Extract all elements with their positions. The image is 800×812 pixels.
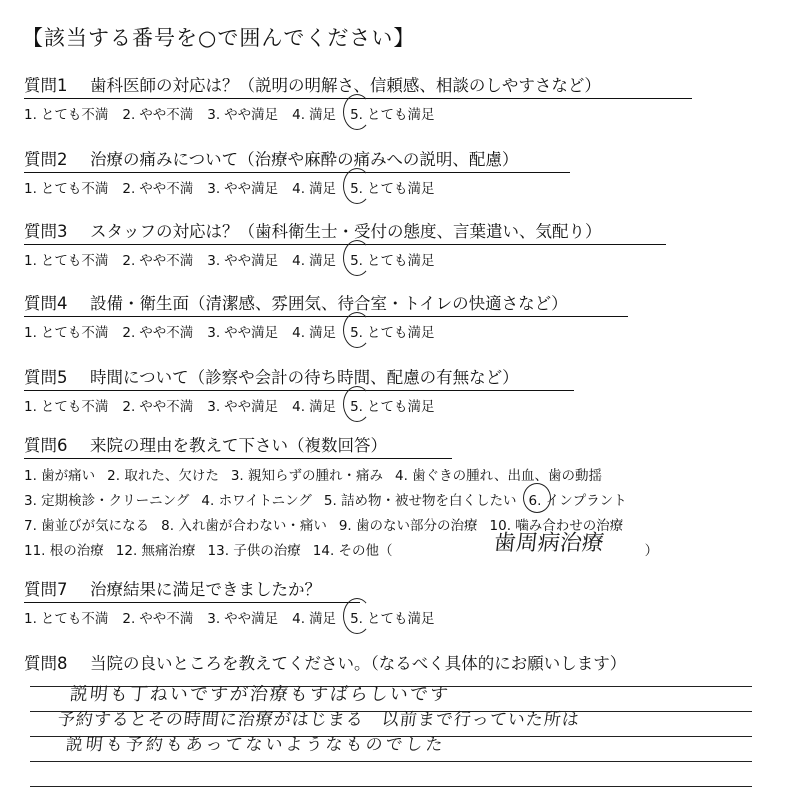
option-number: 2. — [122, 325, 136, 341]
option-number: 4. — [292, 253, 306, 269]
question-8 — [24, 650, 774, 674]
question-2-heading — [24, 146, 570, 173]
question-6-row — [24, 539, 774, 559]
question-1-option-2[interactable] — [122, 103, 193, 123]
question-3-option-1[interactable] — [24, 249, 108, 269]
option-label: とても満足 — [366, 107, 435, 123]
option-label: やや満足 — [224, 399, 279, 415]
question-7-option-2[interactable] — [122, 607, 193, 627]
question-4-options — [24, 321, 774, 341]
question-1-option-3[interactable] — [207, 103, 278, 123]
question-7-option-1[interactable] — [24, 607, 108, 627]
question-4-option-4[interactable] — [292, 321, 336, 341]
option-number: 4. — [292, 399, 306, 415]
option-number: 3. — [207, 611, 221, 627]
question-text: 設備・衛生面（清潔感、雰囲気、待合室・トイレの快適さなど） — [90, 294, 568, 313]
question-6-heading — [24, 432, 452, 459]
question-text: 時間について（診察や会計の待ち時間、配慮の有無など） — [90, 368, 519, 387]
option-number: 4. — [292, 107, 306, 123]
question-6-row — [24, 514, 774, 534]
question-number: 質問3 — [24, 222, 68, 241]
selected-circle-mark — [343, 598, 371, 634]
question-1-options — [24, 103, 774, 123]
option-number: 2. — [122, 181, 136, 197]
option-label: とても満足 — [366, 181, 435, 197]
option-label: とても不満 — [40, 611, 109, 627]
question-6-option[interactable]: 10. 噛み合わせの治療 — [489, 518, 624, 534]
option-label: やや不満 — [139, 181, 194, 197]
question-6 — [24, 432, 774, 559]
option-label: 満足 — [309, 399, 337, 415]
option-number: 2. — [122, 611, 136, 627]
question-3-options — [24, 249, 774, 269]
option-number: 5. — [350, 325, 363, 341]
question-2-option-5[interactable] — [350, 177, 434, 197]
option-label: やや不満 — [139, 325, 194, 341]
option-label: とても満足 — [366, 253, 435, 269]
question-6-option[interactable]: 7. 歯並びが気になる — [24, 518, 150, 534]
question-1 — [24, 72, 774, 123]
question-4-option-5[interactable] — [350, 321, 434, 341]
option-label: とても不満 — [40, 325, 109, 341]
option-label: とても満足 — [366, 325, 435, 341]
option-label: 満足 — [309, 253, 337, 269]
option-label: やや満足 — [224, 181, 279, 197]
option-label: やや満足 — [224, 325, 279, 341]
question-3-option-5[interactable] — [350, 249, 434, 269]
question-6-option[interactable]: 6. インプラント — [529, 489, 627, 509]
question-3-option-4[interactable] — [292, 249, 336, 269]
question-6-number: 質問6 — [24, 436, 68, 455]
option-number: 1. — [24, 253, 37, 269]
question-5-option-4[interactable] — [292, 395, 336, 415]
question-6-option[interactable]: 1. 歯が痛い — [24, 468, 96, 484]
instruction-heading: 【該当する番号を○で囲んでください】 — [22, 26, 416, 50]
option-label: やや不満 — [139, 611, 194, 627]
option-number: 4. — [292, 611, 306, 627]
selected-circle-mark — [343, 94, 371, 130]
option-label: とても満足 — [366, 611, 435, 627]
other-close-paren: ） — [644, 543, 659, 559]
option-label: とても満足 — [366, 399, 435, 415]
option-number: 4. — [292, 181, 306, 197]
question-2-option-1[interactable] — [24, 177, 108, 197]
question-5-option-2[interactable] — [122, 395, 193, 415]
question-2-option-3[interactable] — [207, 177, 278, 197]
question-8-heading — [24, 650, 774, 674]
option-label: とても不満 — [40, 399, 109, 415]
question-6-option[interactable]: 12. 無痛治療 — [115, 543, 196, 559]
question-6-option[interactable]: 5. 詰め物・被せ物を白くしたい — [323, 493, 517, 509]
option-number: 1. — [24, 399, 37, 415]
question-4 — [24, 290, 774, 341]
option-number: 5. — [350, 611, 363, 627]
question-4-option-3[interactable] — [207, 321, 278, 341]
selected-circle-mark — [343, 312, 371, 348]
question-1-option-1[interactable] — [24, 103, 108, 123]
answer-line-1: 説明も丁ねいですが治療もすばらしいです — [68, 684, 451, 705]
option-number: 3. — [207, 399, 221, 415]
option-number: 4. — [292, 325, 306, 341]
other-handwritten-answer: 歯周病治療 — [492, 531, 606, 556]
option-number: 2. — [122, 107, 136, 123]
question-6-row — [24, 489, 774, 509]
question-2 — [24, 146, 774, 197]
option-number: 2. — [122, 399, 136, 415]
question-3 — [24, 218, 774, 269]
question-2-option-4[interactable] — [292, 177, 336, 197]
question-4-option-2[interactable] — [122, 321, 193, 341]
question-6-option[interactable]: 3. 親知らずの腫れ・痛み — [230, 468, 384, 484]
question-number: 質問4 — [24, 294, 68, 313]
option-label: とても不満 — [40, 181, 109, 197]
question-number: 質問5 — [24, 368, 68, 387]
question-text: 歯科医師の対応は？（説明の明解さ、信頼感、相談のしやすさなど） — [90, 76, 601, 95]
option-number: 1. — [24, 325, 37, 341]
question-3-option-3[interactable] — [207, 249, 278, 269]
question-6-text: 来院の理由を教えて下さい（複数回答） — [90, 436, 387, 455]
option-number: 1. — [24, 181, 37, 197]
question-7-number: 質問7 — [24, 580, 68, 599]
option-label: やや不満 — [139, 253, 194, 269]
option-number: 1. — [24, 611, 37, 627]
question-7 — [24, 576, 774, 627]
question-5-heading — [24, 364, 574, 391]
option-number: 1. — [24, 107, 37, 123]
option-label: 満足 — [309, 107, 337, 123]
selected-circle-mark — [343, 240, 371, 276]
option-label: やや満足 — [224, 253, 279, 269]
question-2-option-2[interactable] — [122, 177, 193, 197]
question-6-option[interactable]: 3. 定期検診・クリーニング — [24, 493, 190, 509]
question-5 — [24, 364, 774, 415]
question-8-text: 当院の良いところを教えてください。（なるべく具体的にお願いします） — [90, 654, 627, 673]
question-3-option-2[interactable] — [122, 249, 193, 269]
option-label: やや満足 — [224, 611, 279, 627]
question-6-option[interactable]: 8. 入れ歯が合わない・痛い — [161, 518, 327, 534]
question-4-option-1[interactable] — [24, 321, 108, 341]
question-number: 質問2 — [24, 150, 68, 169]
option-number: 5. — [350, 253, 363, 269]
question-1-option-5[interactable] — [350, 103, 434, 123]
question-text: 治療の痛みについて（治療や麻酔の痛みへの説明、配慮） — [90, 150, 519, 169]
question-3-heading — [24, 218, 666, 245]
option-label: とても不満 — [40, 253, 109, 269]
option-label: やや不満 — [139, 107, 194, 123]
question-6-row — [24, 464, 774, 484]
option-label: とても不満 — [40, 107, 109, 123]
question-5-options — [24, 395, 774, 415]
question-2-options — [24, 177, 774, 197]
option-label: 満足 — [309, 325, 337, 341]
question-7-option-4[interactable] — [292, 607, 336, 627]
question-6-option[interactable]: 13. 子供の治療 — [207, 543, 301, 559]
option-label: やや満足 — [224, 107, 279, 123]
question-7-heading — [24, 576, 360, 603]
answer-line-3: 説明も予約もあってないようなものでした — [64, 735, 447, 755]
selected-circle-mark — [343, 168, 371, 204]
question-6-option[interactable]: 11. 根の治療 — [24, 543, 104, 559]
option-number: 5. — [350, 399, 363, 415]
question-7-text: 治療結果に満足できましたか？ — [90, 580, 321, 599]
answer-rule — [30, 761, 752, 762]
question-text: スタッフの対応は？（歯科衛生士・受付の態度、言葉遣い、気配り） — [90, 222, 602, 241]
question-6-option[interactable]: 2. 取れた、欠けた — [107, 468, 219, 484]
question-7-options — [24, 607, 774, 627]
option-number: 2. — [122, 253, 136, 269]
question-6-option[interactable]: 4. ホワイトニング — [201, 493, 312, 509]
question-7-option-3[interactable] — [207, 607, 278, 627]
option-number: 3. — [207, 325, 221, 341]
answer-line-2: 予約するとその時間に治療がはじまる 以前まで行っていた所は — [56, 710, 581, 730]
question-8-number: 質問8 — [24, 654, 68, 673]
answer-rule — [30, 786, 752, 787]
question-1-option-4[interactable] — [292, 103, 336, 123]
question-number: 質問1 — [24, 76, 68, 95]
question-6-option[interactable]: 14. その他（ — [312, 543, 393, 559]
question-6-option[interactable]: 9. 歯のない部分の治療 — [338, 518, 478, 534]
question-6-option[interactable]: 4. 歯ぐきの腫れ、出血、歯の動揺 — [395, 468, 602, 484]
option-number: 3. — [207, 253, 221, 269]
selected-circle-mark — [523, 483, 551, 513]
option-label: 満足 — [309, 181, 337, 197]
question-4-heading — [24, 290, 628, 317]
question-5-option-1[interactable] — [24, 395, 108, 415]
selected-circle-mark — [343, 386, 371, 422]
question-5-option-5[interactable] — [350, 395, 434, 415]
option-label: 満足 — [309, 611, 337, 627]
option-number: 3. — [207, 181, 221, 197]
option-label: やや不満 — [139, 399, 194, 415]
option-number: 5. — [350, 107, 363, 123]
option-number: 5. — [350, 181, 363, 197]
question-5-option-3[interactable] — [207, 395, 278, 415]
option-number: 3. — [207, 107, 221, 123]
question-7-option-5[interactable] — [350, 607, 434, 627]
